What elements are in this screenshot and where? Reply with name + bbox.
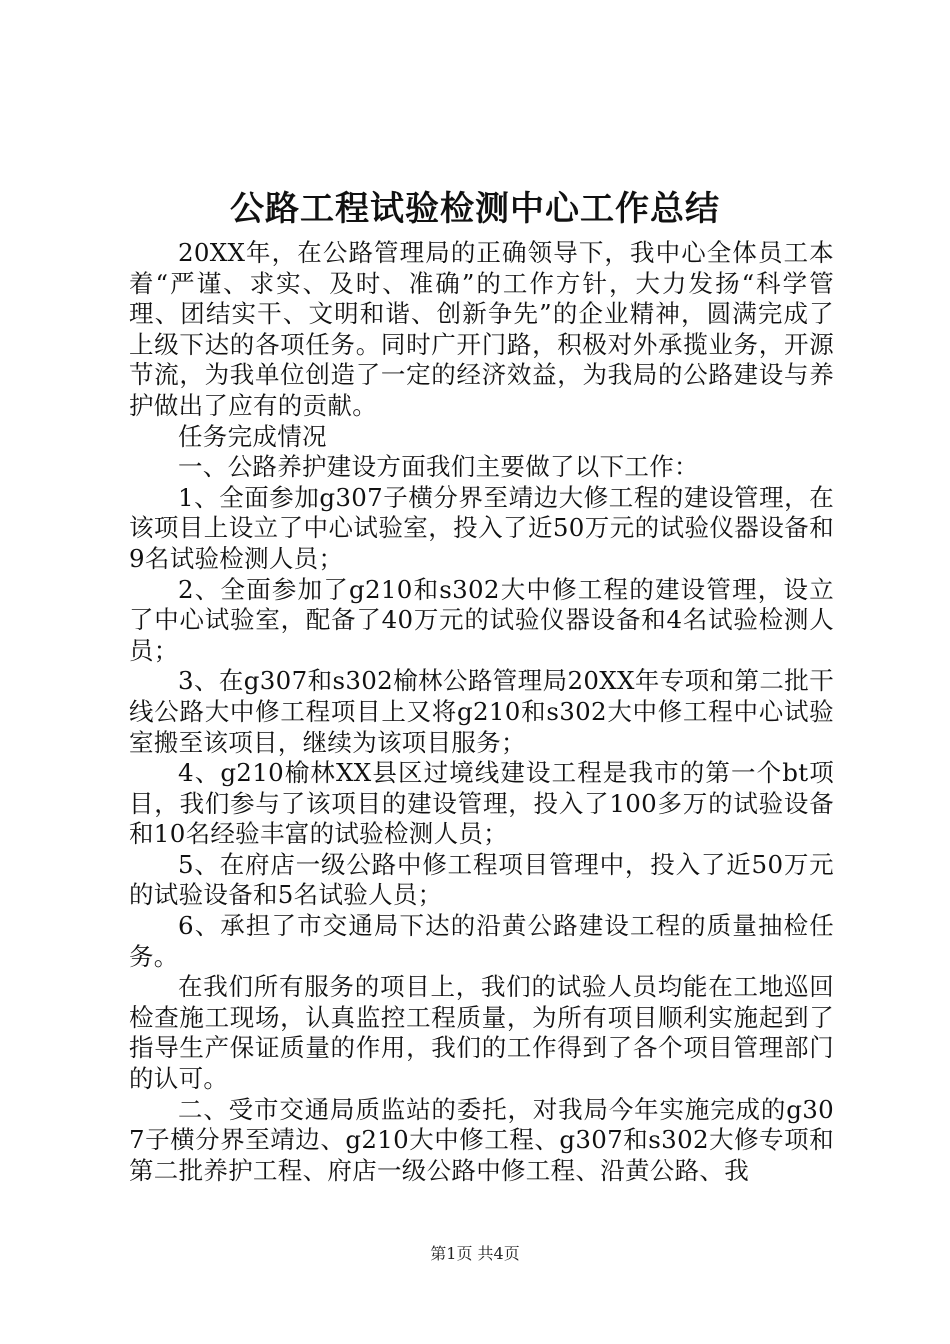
document-body [129, 238, 834, 1186]
paragraph-item-4: 4、g210榆林XX县区过境线建设工程是我市的第一个bt项目，我们参与了该项目的建设管理，投入了100多万的试验设备和10名经验丰富的试验检测人员； [129, 758, 834, 849]
document-title: 公路工程试验检测中心工作总结 [230, 189, 720, 229]
paragraph-item-2: 2、全面参加了g210和s302大中修工程的建设管理，设立了中心试验室，配备了40万元的试验仪器设备和4名试验检测人员； [129, 574, 834, 665]
paragraph-item-6: 6、承担了市交通局下达的沿黄公路建设工程的质量抽检任务。 [129, 911, 834, 971]
paragraph-part-two: 二、受市交通局质监站的委托，对我局今年实施完成的g307子横分界至靖边、g210大中修工程、g307和s302大修专项和第二批养护工程、府店一级公路中修工程、沿黄公路、我 [129, 1094, 834, 1185]
paragraph-item-5: 5、在府店一级公路中修工程项目管理中，投入了近50万元的试验设备和5名试验人员； [129, 849, 834, 910]
paragraph-item-3: 3、在g307和s302榆林公路管理局20XX年专项和第二批干线公路大中修工程项目上又将g210和s302大中修工程中心试验室搬至该项目，继续为该项目服务； [129, 666, 834, 757]
paragraph-item-1: 1、全面参加g307子横分界至靖边大修工程的建设管理，在该项目上设立了中心试验室，投入了近50万元的试验仪器设备和9名试验检测人员； [129, 482, 834, 573]
paragraph-intro: 20XX年，在公路管理局的正确领导下，我中心全体员工本着“严谨、求实、及时、准确”的工作方针，大力发扬“科学管理、团结实干、文明和谐、创新争先”的企业精神，圆满完成了上级下达的各项任务。同时广开门路，积极对外承揽业务，开源节流，为我单位创造了一定的经济效益，为我局的公路建设与养护做出了应有的贡献。 [129, 238, 834, 420]
paragraph-part-one-heading: 一、公路养护建设方面我们主要做了以下工作： [178, 452, 699, 482]
paragraph-section-heading: 任务完成情况 [178, 421, 327, 451]
paragraph-summary: 在我们所有服务的项目上，我们的试验人员均能在工地巡回检查施工现场，认真监控工程质量，为所有项目顺利实施起到了指导生产保证质量的作用，我们的工作得到了各个项目管理部门的认可。 [129, 972, 834, 1094]
page-footer: 第1页 共4页 [430, 1244, 520, 1263]
